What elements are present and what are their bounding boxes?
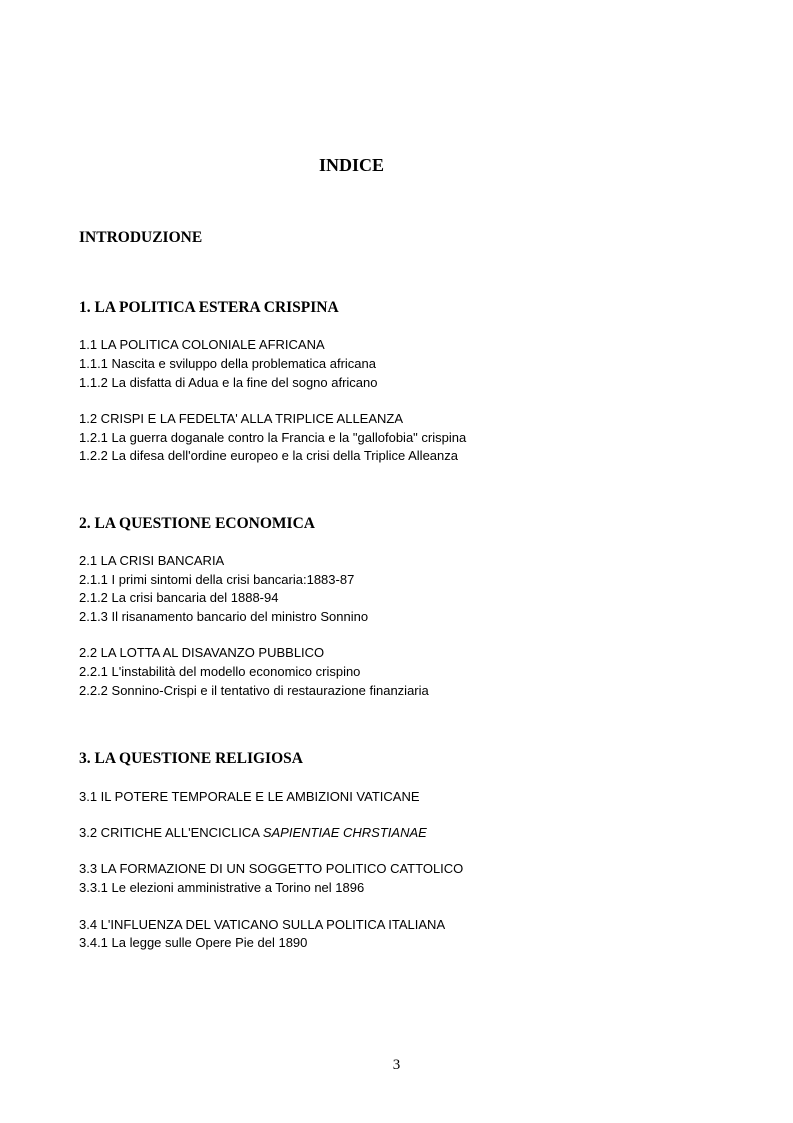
encyclical-title: SAPIENTIAE CHRSTIANAE	[262, 825, 427, 840]
section-1-2-2: 1.2.2 La difesa dell'ordine europeo e la crisi della Triplice Alleanza	[79, 448, 458, 463]
section-3-4-1: 3.4.1 La legge sulle Opere Pie del 1890	[79, 935, 308, 950]
chapter-2-heading: 2. LA QUESTIONE ECONOMICA	[79, 515, 315, 532]
section-2-1-2: 2.1.2 La crisi bancaria del 1888-94	[79, 590, 279, 605]
section-2-1: 2.1 LA CRISI BANCARIA	[79, 553, 225, 568]
section-1-1: 1.1 LA POLITICA COLONIALE AFRICANA	[79, 337, 325, 352]
section-2-2: 2.2 LA LOTTA AL DISAVANZO PUBBLICO	[79, 645, 325, 660]
section-2-1-3: 2.1.3 Il risanamento bancario del ministro Sonnino	[79, 609, 369, 624]
section-1-1-2: 1.1.2 La disfatta di Adua e la fine del sogno africano	[79, 375, 378, 390]
section-3-2	[79, 825, 427, 840]
section-1-2-1: 1.2.1 La guerra doganale contro la Francia e la "gallofobia" crispina	[79, 430, 467, 445]
section-3-4: 3.4 L'INFLUENZA DEL VATICANO SULLA POLITICA ITALIANA	[79, 917, 446, 932]
section-2-2-2: 2.2.2 Sonnino-Crispi e il tentativo di restaurazione finanziaria	[79, 683, 429, 698]
section-2-2-1: 2.2.1 L'instabilità del modello economico crispino	[79, 664, 361, 679]
chapter-1-heading: 1. LA POLITICA ESTERA CRISPINA	[79, 299, 339, 316]
section-1-2: 1.2 CRISPI E LA FEDELTA' ALLA TRIPLICE ALLEANZA	[79, 411, 404, 426]
page-title: INDICE	[318, 155, 384, 175]
chapter-3-heading: 3. LA QUESTIONE RELIGIOSA	[79, 750, 303, 767]
section-3-3-1: 3.3.1 Le elezioni amministrative a Torino nel 1896	[79, 880, 365, 895]
section-3-3: 3.3 LA FORMAZIONE DI UN SOGGETTO POLITICO CATTOLICO	[79, 861, 464, 876]
page-number: 3	[392, 1057, 401, 1073]
section-3-1: 3.1 IL POTERE TEMPORALE E LE AMBIZIONI VATICANE	[79, 789, 420, 804]
section-1-1-1: 1.1.1 Nascita e sviluppo della problematica africana	[79, 356, 377, 371]
section-3-2-label: 3.2 CRITICHE ALL'ENCICLICA	[79, 825, 263, 840]
introduction-heading: INTRODUZIONE	[79, 229, 203, 246]
section-2-1-1: 2.1.1 I primi sintomi della crisi bancaria:1883-87	[79, 572, 355, 587]
